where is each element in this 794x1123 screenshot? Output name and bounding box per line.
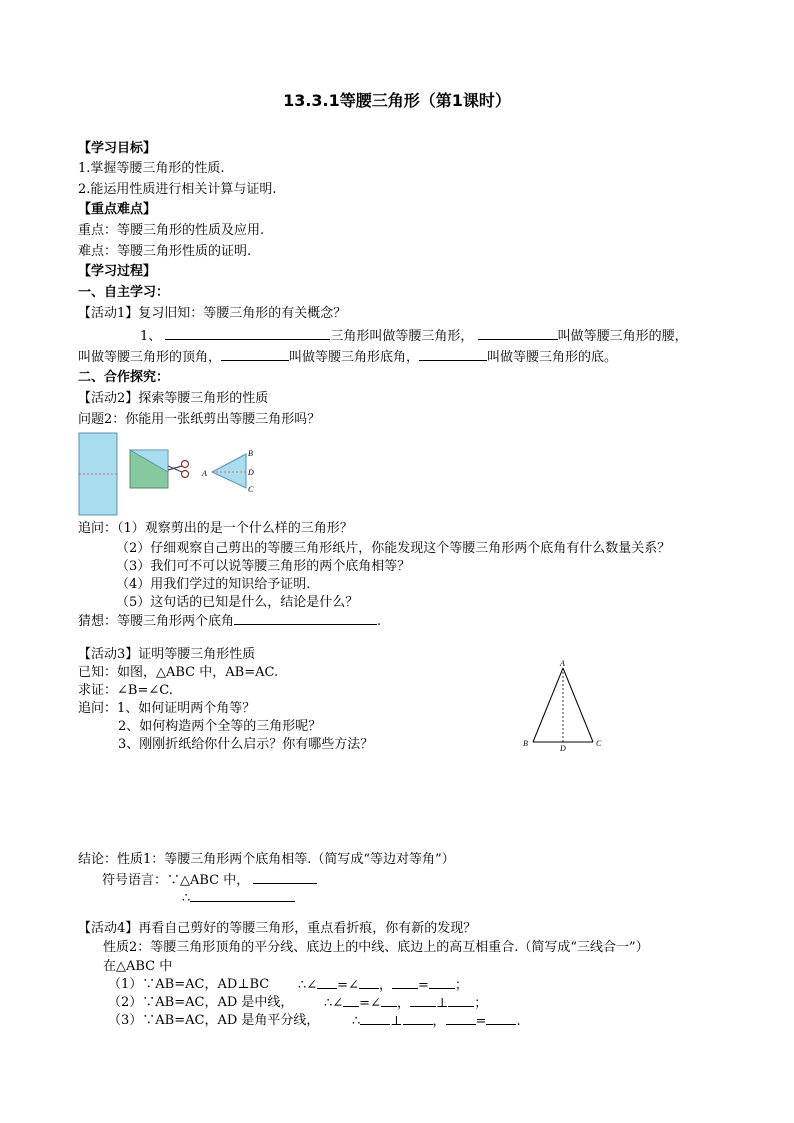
case3-conclusion xyxy=(352,1012,521,1030)
answer-blank[interactable] xyxy=(403,1012,433,1025)
answer-blank[interactable] xyxy=(165,327,330,340)
label-d: D xyxy=(560,744,566,753)
symbol-language-text: 符号语言：∵△ABC 中， xyxy=(102,873,250,888)
property2-text: 性质2：等腰三角形顶角的平分线、底边上的中线、底边上的高互相重合.（简写成“三线合一”） xyxy=(103,940,649,955)
question1-text-d: 叫做等腰三角形的顶角， xyxy=(78,350,222,365)
activity1-heading: 【活动1】复习旧知：等腰三角形的有关概念？ xyxy=(78,306,347,321)
given-statement: 已知：如图，△ABC 中，AB=AC. xyxy=(78,665,279,680)
label-b: B xyxy=(248,449,253,458)
conclusion-text: 结论：性质1：等腰三角形两个底角相等.（简写成“等边对等角”） xyxy=(78,852,455,867)
case1-text-f: ； xyxy=(454,978,468,993)
therefore-symbol: ∴ xyxy=(182,891,191,906)
label-a: A xyxy=(560,659,565,668)
case1-conclusion xyxy=(298,976,468,994)
case2-text-c: =∠ xyxy=(359,996,381,1011)
case2-text-e: ⊥ xyxy=(435,996,449,1011)
answer-blank[interactable] xyxy=(392,976,418,989)
question1-number: 1、 xyxy=(140,329,162,344)
activity3-question-3: 3、刚刚折纸给你什么启示？你有哪些方法？ xyxy=(118,737,374,752)
activity3-question-1: 追问：1、如何证明两个角等？ xyxy=(78,701,256,716)
answer-blank[interactable] xyxy=(381,994,397,1007)
question1-text-b: 三角形叫做等腰三角形， xyxy=(330,329,474,344)
section1-heading: 一、自主学习： xyxy=(78,285,170,300)
activity3-question-2: 2、如何构造两个全等的三角形呢？ xyxy=(118,719,322,734)
case2-condition: （2）∵AB=AC，AD 是中线， xyxy=(108,995,294,1010)
question1-text-f: 叫做等腰三角形的底。 xyxy=(487,350,618,365)
in-triangle-text: 在△ABC 中 xyxy=(103,959,173,974)
problem2: 问题2：你能用一张纸剪出等腰三角形吗？ xyxy=(78,412,321,427)
question1-text-e: 叫做等腰三角形底角， xyxy=(289,350,420,365)
case2-text-b: ∴∠ xyxy=(324,996,344,1011)
answer-blank[interactable] xyxy=(446,1012,476,1025)
followup-2: （2）仔细观察自己剪出的等腰三角形纸片，你能发现这个等腰三角形两个底角有什么数量关系？ xyxy=(116,541,671,556)
page-title: 13.3.1等腰三角形（第1课时） xyxy=(283,91,511,110)
answer-blank[interactable] xyxy=(419,348,487,361)
answer-blank[interactable] xyxy=(221,348,289,361)
section2-heading: 二、合作探究： xyxy=(78,370,170,385)
case2-text-d: ， xyxy=(396,996,410,1011)
scissors-icon xyxy=(168,461,189,478)
followup-4: （4）用我们学过的知识给予证明. xyxy=(116,577,311,592)
answer-blank[interactable] xyxy=(360,1012,390,1025)
case1-text-d: ， xyxy=(378,978,392,993)
goal-item-1: 1.掌握等腰三角形的性质. xyxy=(78,161,225,176)
answer-blank[interactable] xyxy=(234,612,377,625)
goal-item-2: 2.能运用性质进行相关计算与证明. xyxy=(78,182,277,197)
followup-3: （3）我们可不可以说等腰三角形的两个底角相等？ xyxy=(116,559,411,574)
guess-line xyxy=(78,612,381,630)
side-ab xyxy=(533,668,563,742)
symbol-language-line2 xyxy=(182,889,295,907)
key-difficulty: 难点：等腰三角形性质的证明. xyxy=(78,244,252,259)
activity2-heading: 【活动2】探索等腰三角形的性质 xyxy=(78,391,269,406)
answer-blank[interactable] xyxy=(478,327,558,340)
case3-text-c: ⊥ xyxy=(390,1014,403,1029)
answer-blank[interactable] xyxy=(359,976,379,989)
goals-heading: 【学习目标】 xyxy=(78,141,157,156)
symbol-language-line1 xyxy=(102,871,317,889)
case1-text-b: ∴∠ xyxy=(298,978,318,993)
answer-blank[interactable] xyxy=(486,1012,516,1025)
label-b: B xyxy=(523,739,528,748)
followup-5: （5）这句话的已知是什么，结论是什么？ xyxy=(116,595,359,610)
guess-text: 猜想：等腰三角形两个底角 xyxy=(78,614,235,629)
key-focus: 重点：等腰三角形的性质及应用. xyxy=(78,223,265,238)
answer-blank[interactable] xyxy=(190,889,295,902)
case3-text-f: . xyxy=(516,1014,521,1029)
process-heading: 【学习过程】 xyxy=(78,264,157,279)
answer-blank[interactable] xyxy=(317,976,337,989)
question1-text-c: 叫做等腰三角形的腰， xyxy=(557,329,688,344)
prove-statement: 求证：∠B=∠C. xyxy=(78,683,173,698)
label-c: C xyxy=(596,739,602,748)
case3-text-b: ∴ xyxy=(352,1014,361,1029)
guess-end: . xyxy=(377,614,382,629)
case1-text-e: = xyxy=(417,978,429,993)
label-a: A xyxy=(202,469,207,478)
key-heading: 【重点难点】 xyxy=(78,202,157,217)
followup-1: 追问：（1）观察剪出的是一个什么样的三角形？ xyxy=(78,521,353,536)
answer-blank[interactable] xyxy=(343,994,359,1007)
case3-text-e: = xyxy=(475,1014,487,1029)
question1-line1 xyxy=(140,327,688,345)
paper-cut-figure xyxy=(78,432,258,518)
case2-conclusion xyxy=(324,994,487,1012)
cut-triangle xyxy=(212,454,246,488)
side-ac xyxy=(563,668,593,742)
isosceles-triangle-figure xyxy=(518,658,608,754)
activity4-heading: 【活动4】再看自己剪好的等腰三角形，重点看折痕，你有新的发现？ xyxy=(78,921,477,936)
case1-text-c: =∠ xyxy=(337,978,359,993)
label-d: D xyxy=(248,468,254,477)
case2-text-f: ； xyxy=(474,996,488,1011)
case1-condition: （1）∵AB=AC，AD⊥BC xyxy=(108,977,270,992)
answer-blank[interactable] xyxy=(429,976,455,989)
answer-blank[interactable] xyxy=(410,994,436,1007)
activity3-heading: 【活动3】证明等腰三角形性质 xyxy=(78,647,256,662)
label-c: C xyxy=(248,485,254,494)
question1-line2 xyxy=(78,348,617,366)
case3-condition: （3）∵AB=AC，AD 是角平分线， xyxy=(108,1013,320,1028)
answer-blank[interactable] xyxy=(253,871,317,884)
case3-text-d: ， xyxy=(432,1014,446,1029)
answer-blank[interactable] xyxy=(448,994,474,1007)
